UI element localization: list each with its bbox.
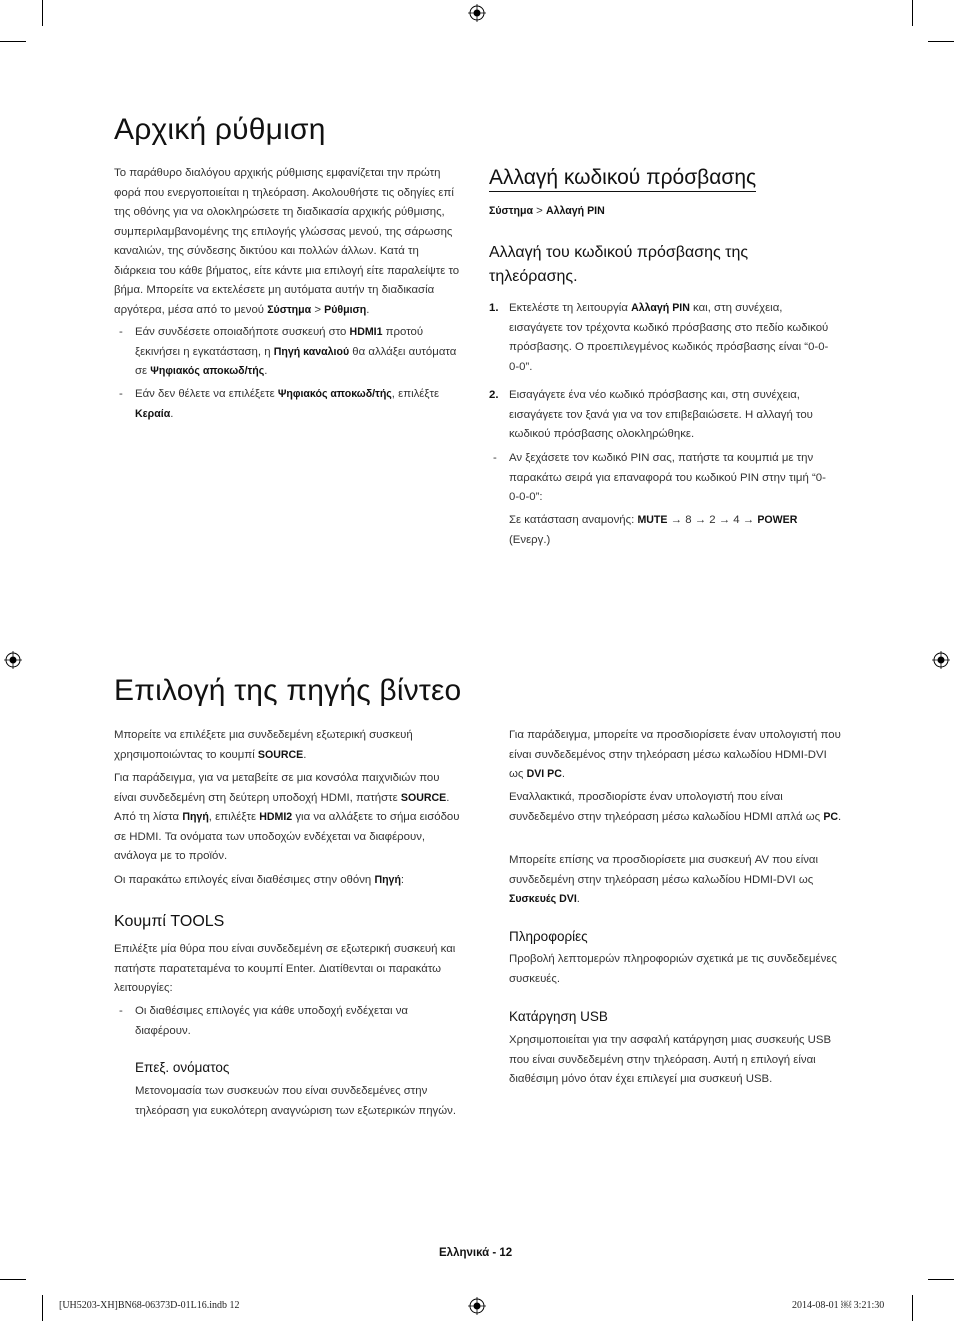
registration-mark-icon <box>4 651 22 669</box>
crop-mark-bottom-right-h <box>928 1279 954 1280</box>
change-pin-standby-sequence: Σε κατάσταση αναμονής: MUTE → 8 → 2 → 4 → POWER (Ενεργ.) <box>509 514 798 546</box>
registration-mark-icon <box>468 1297 486 1315</box>
crop-mark-bottom-left-v <box>42 1295 43 1321</box>
print-footer-timestamp: 2014-08-01 ￼ 3:21:30 <box>792 1300 885 1311</box>
video-source-right-paragraph-2: Εναλλακτικά, προσδιορίστε έναν υπολογιστή που είναι συνδεδεμένο στην τηλεόραση μέσω καλωδίου HDMI απλά ως PC. <box>509 791 842 823</box>
info-description: Προβολή λεπτομερών πληροφοριών σχετικά με τις συνδεδεμένες συσκευές. <box>509 953 837 985</box>
video-source-right-paragraph-1: Για παράδειγμα, μπορείτε να προσδιορίσετε έναν υπολογιστή που είναι συνδεδεμένος στην τηλεόραση μέσω καλωδίου HDMI-DVI ως DVI PC. <box>509 729 841 780</box>
initial-setup-paragraph: Το παράθυρο διαλόγου αρχικής ρύθμισης εμφανίζεται την πρώτη φορά που ενεργοποιείται η τηλεόραση. Ακολουθήστε τις οδηγίες επί της οθόνης για να ολοκληρώσετε τη διαδικασία αρχικής ρύθμισης, συμπεριλαμβανομένης της επιλογής γλώσσας μενού, της σάρωσης καναλιών, της σύνδεσης δικτύου και πολλών άλλων. Κατά τη διάρκεια του κάθε βήματος, είτε κάντε μια επιλογή είτε παραλείψτε το βήμα. Μπορείτε να εκτελέσετε μη αυτόματα αυτήν τη διαδικασία αργότερα, μέσα από το μενού Σύστημα > Ρύθμιση. <box>114 167 460 316</box>
rename-description: Μετονομασία των συσκευών που είναι συνδεδεμένες στην τηλεόραση για ευκολότερη αναγνώριση των εξωτερικών πηγών. <box>135 1085 456 1117</box>
section-title-change-pin: Αλλαγή κωδικού πρόσβασης <box>489 166 756 192</box>
video-source-paragraph-2: Για παράδειγμα, για να μεταβείτε σε μια κονσόλα παιχνιδιών που είναι συνδεδεμένη στη δεύτερη υποδοχή HDMI, πατήστε SOURCE. Από τη λίστα Πηγή, επιλέξτε HDMI2 για να αλλάξετε το σήμα εισόδου σε HDMI. Τα ονόματα των υποδοχών ενδέχεται να διαφέρουν, ανάλογα με το προϊόν. <box>114 772 460 862</box>
tools-button-heading: Κουμπί TOOLS <box>114 913 225 930</box>
initial-setup-note-hdmi: - Εάν συνδέσετε οποιαδήποτε συσκευή στο HDMI1 προτού ξεκινήσει η εγκατάσταση, η Πηγή καναλιού θα αλλάξει αυτόματα σε Ψηφιακός αποκωδ/τής. <box>119 326 457 377</box>
remove-usb-description: Χρησιμοποιείται για την ασφαλή κατάργηση μιας συσκευής USB που είναι συνδεδεμένη στην τηλεόραση. Αυτή η επιλογή είναι διαθέσιμη μόνο όταν έχει επιλεγεί μια συσκευή USB. <box>509 1034 832 1085</box>
video-source-right-paragraph-3: Μπορείτε επίσης να προσδιορίσετε μια συσκευή AV που είναι συνδεδεμένη στην τηλεόραση μέσω καλωδίου HDMI-DVI ως Συσκευές DVI. <box>509 854 819 905</box>
change-pin-step-1: 1. Εκτελέστε τη λειτουργία Αλλαγή PIN και, στη συνέχεια, εισαγάγετε τον τρέχοντα κωδικό πρόσβασης στο πεδίο κωδικού πρόσβασης. Ο προεπιλεγμένος κωδικός πρόσβασης είναι “0-0-0-0”. <box>489 302 829 373</box>
change-pin-step-2: 2. Εισαγάγετε ένα νέο κωδικό πρόσβασης και, στη συνέχεια, εισαγάγετε τον ξανά για να τον επιβεβαιώσετε. Η αλλαγή του κωδικού πρόσβασης ολοκληρώθηκε. <box>489 389 813 440</box>
crop-mark-top-right-v <box>912 0 913 26</box>
crop-mark-top-left-v <box>42 0 43 26</box>
menu-path: Σύστημα > Αλλαγή PIN <box>489 205 605 217</box>
remove-usb-heading: Κατάργηση USB <box>509 1009 608 1024</box>
video-source-paragraph-3: Οι παρακάτω επιλογές είναι διαθέσιμες στην οθόνη Πηγή: <box>114 874 405 886</box>
rename-heading: Επεξ. ονόματος <box>135 1060 230 1075</box>
print-footer-file: [UH5203-XH]BN68-06373D-01L16.indb 12 <box>59 1300 240 1311</box>
section-title-initial-setup: Αρχική ρύθμιση <box>114 113 326 146</box>
info-heading: Πληροφορίες <box>509 929 588 944</box>
crop-mark-top-left-h <box>0 41 26 42</box>
page-number: Ελληνικά - 12 <box>439 1247 513 1259</box>
change-pin-subtitle: Αλλαγή του κωδικού πρόσβασης της τηλεόρασης. <box>489 244 749 285</box>
registration-mark-icon <box>468 4 486 22</box>
tools-button-note: - Οι διαθέσιμες επιλογές για κάθε υποδοχή ενδέχεται να διαφέρουν. <box>119 1005 408 1037</box>
initial-setup-note-antenna: - Εάν δεν θέλετε να επιλέξετε Ψηφιακός αποκωδ/τής, επιλέξτε Κεραία. <box>119 388 440 420</box>
crop-mark-top-right-h <box>928 41 954 42</box>
registration-mark-icon <box>932 651 950 669</box>
crop-mark-bottom-left-h <box>0 1279 26 1280</box>
crop-mark-bottom-right-v <box>912 1295 913 1321</box>
video-source-paragraph-1: Μπορείτε να επιλέξετε μια συνδεδεμένη εξωτερική συσκευή χρησιμοποιώντας το κουμπί SOURCE. <box>114 729 413 761</box>
tools-button-description: Επιλέξτε μία θύρα που είναι συνδεδεμένη σε εξωτερική συσκευή και πατήστε παρατεταμένα το κουμπί Enter. Διατίθενται οι παρακάτω λειτουργίες: <box>114 943 456 994</box>
change-pin-reset-note: - Αν ξεχάσετε τον κωδικό PIN σας, πατήστε τα κουμπιά με την παρακάτω σειρά για επαναφορά του κωδικού PIN στην τιμή “0-0-0-0”: <box>493 452 826 503</box>
section-title-video-source: Επιλογή της πηγής βίντεο <box>114 674 462 707</box>
